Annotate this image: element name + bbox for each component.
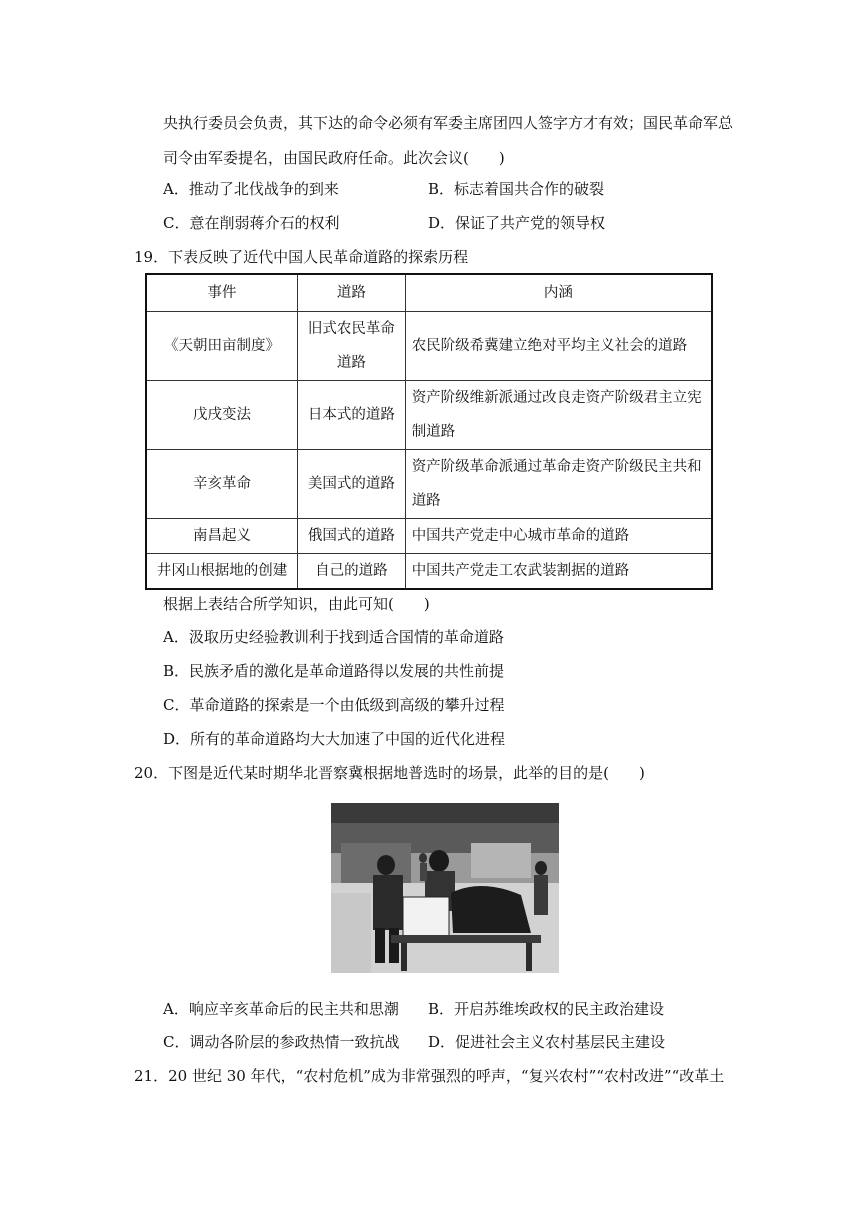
table-header-path: 道路	[298, 274, 406, 312]
table-row	[146, 450, 712, 519]
q20-option-d[interactable]: D．促进社会主义农村基层民主建设	[428, 1033, 666, 1051]
election-scene-image	[331, 803, 559, 973]
table-row	[146, 381, 712, 450]
q20-option-b[interactable]: B．开启苏维埃政权的民主政治建设	[428, 1000, 665, 1018]
q19-option-b[interactable]: B．民族矛盾的激化是革命道路得以发展的共性前提	[163, 662, 505, 680]
table-row	[146, 312, 712, 381]
table-cell-path: 自己的道路	[298, 554, 406, 590]
q18-option-d[interactable]: D．保证了共产党的领导权	[428, 214, 606, 232]
q20-stem: 20．下图是近代某时期华北晋察冀根据地普选时的场景，此举的目的是( )	[134, 764, 645, 782]
table-cell-meaning: 资产阶级维新派通过改良走资产阶级君主立宪制道路	[405, 381, 712, 450]
table-cell-path: 俄国式的道路	[298, 519, 406, 554]
q19-table	[145, 273, 713, 590]
q18-stem-line-2: 司令由军委提名，由国民政府任命。此次会议( )	[163, 149, 505, 167]
table-cell-event: 井冈山根据地的创建	[146, 554, 298, 590]
q20-options-row-2	[163, 1032, 665, 1052]
table-header-meaning: 内涵	[405, 274, 712, 312]
table-cell-event: 南昌起义	[146, 519, 298, 554]
table-cell-meaning: 中国共产党走工农武装割据的道路	[405, 554, 712, 590]
q20-option-c[interactable]: C．调动各阶层的参政热情一致抗战	[163, 1033, 400, 1051]
table-cell-path: 美国式的道路	[298, 450, 406, 519]
q19-stem: 19．下表反映了近代中国人民革命道路的探索历程	[134, 248, 469, 266]
q18-stem-line-1: 央执行委员会负责，其下达的命令必须有军委主席团四人签字方才有效；国民革命军总	[163, 114, 734, 132]
table-row	[146, 519, 712, 554]
table-cell-meaning: 资产阶级革命派通过革命走资产阶级民主共和道路	[405, 450, 712, 519]
table-cell-path: 旧式农民革命道路	[298, 312, 406, 381]
q18-options-row-2	[163, 213, 605, 233]
table-header-row	[146, 274, 712, 312]
q18-options-row-1	[163, 179, 604, 199]
q18-option-b[interactable]: B．标志着国共合作的破裂	[428, 180, 605, 198]
table-header-event: 事件	[146, 274, 298, 312]
table-cell-meaning: 农民阶级希冀建立绝对平均主义社会的道路	[405, 312, 712, 381]
table-cell-meaning: 中国共产党走中心城市革命的道路	[405, 519, 712, 554]
election-photo	[331, 803, 559, 973]
table-row	[146, 554, 712, 590]
table-cell-path: 日本式的道路	[298, 381, 406, 450]
q21-stem: 21．20 世纪 30 年代，“农村危机”成为非常强烈的呼声，“复兴农村”“农村改进”“改革土	[134, 1067, 725, 1085]
q19-after-text: 根据上表结合所学知识，由此可知( )	[163, 595, 430, 613]
q20-option-a[interactable]: A．响应辛亥革命后的民主共和思潮	[163, 1000, 399, 1018]
table-cell-event: 戊戌变法	[146, 381, 298, 450]
table-cell-event: 《天朝田亩制度》	[146, 312, 298, 381]
table-cell-event: 辛亥革命	[146, 450, 298, 519]
q19-option-d[interactable]: D．所有的革命道路均大大加速了中国的近代化进程	[163, 730, 506, 748]
q19-option-c[interactable]: C．革命道路的探索是一个由低级到高级的攀升过程	[163, 696, 505, 714]
q19-option-a[interactable]: A．汲取历史经验教训利于找到适合国情的革命道路	[163, 628, 504, 646]
q20-options-row-1	[163, 999, 664, 1019]
q18-option-c[interactable]: C．意在削弱蒋介石的权利	[163, 214, 340, 232]
q18-option-a[interactable]: A．推动了北伐战争的到来	[163, 180, 339, 198]
